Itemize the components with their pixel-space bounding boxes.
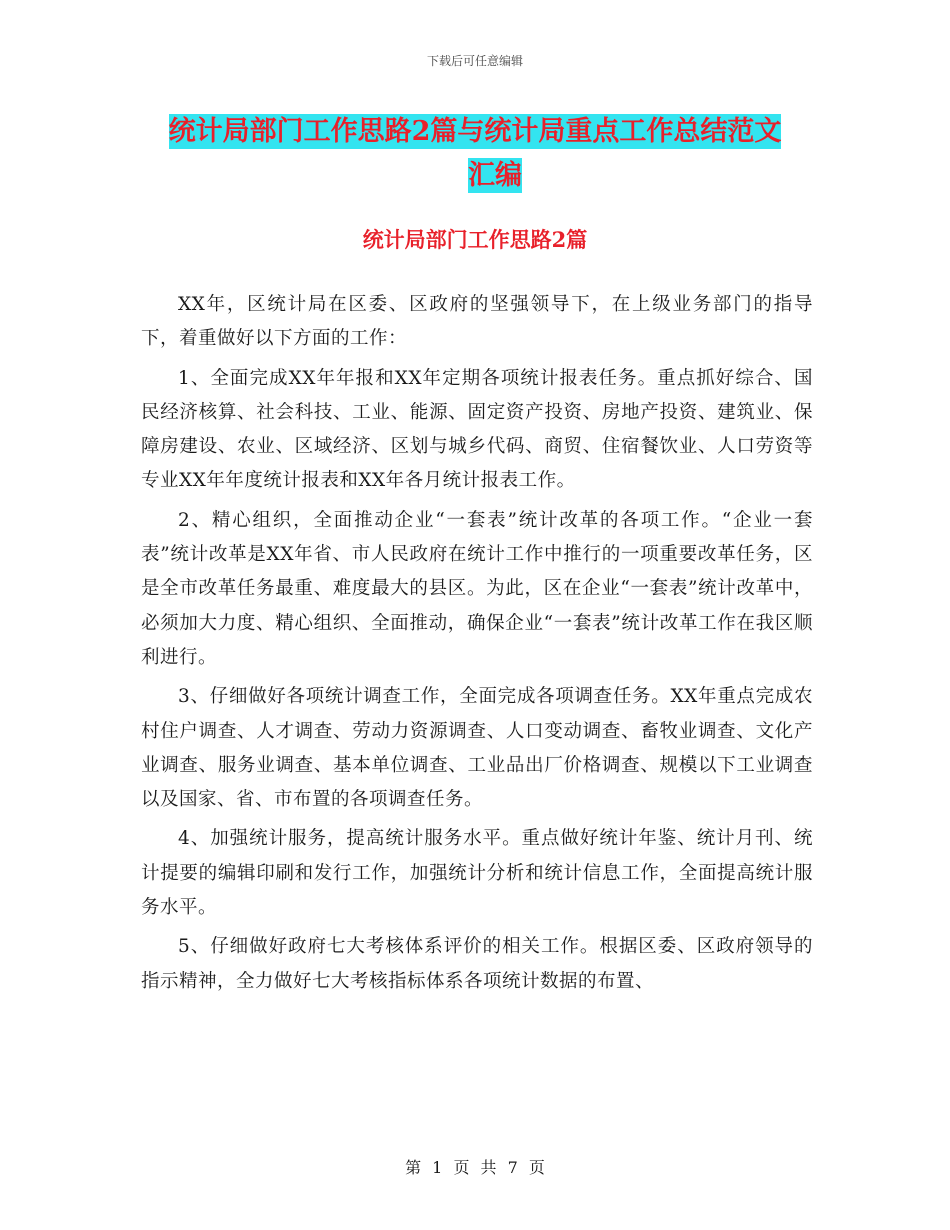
document-title-line-2: 汇编	[468, 160, 522, 191]
paragraph: 4、加强统计服务，提高统计服务水平。重点做好统计年鉴、统计月刊、统计提要的编辑印刷和发行工作，加强统计分析和统计信息工作，全面提高统计服务水平。	[141, 828, 813, 919]
section-heading: 统计局部门工作思路2篇	[362, 227, 588, 252]
document-title-line-1: 统计局部门工作思路2篇与统计局重点工作总结范文	[168, 116, 782, 147]
body-text	[141, 288, 813, 1004]
paragraph: XX年，区统计局在区委、区政府的坚强领导下，在上级业务部门的指导下，着重做好以下方面的工作：	[141, 294, 813, 350]
paragraph: 1、全面完成XX年年报和XX年定期各项统计报表任务。重点抓好综合、国民经济核算、社会科技、工业、能源、固定资产投资、房地产投资、建筑业、保障房建设、农业、区域经济、区划与城乡代码、商贸、住宿餐饮业、人口劳资等专业XX年年度统计报表和XX年各月统计报表工作。	[141, 367, 813, 492]
paragraph: 2、精心组织，全面推动企业“一套表”统计改革的各项工作。“企业一套表”统计改革是XX年省、市人民政府在统计工作中推行的一项重要改革任务，区是全市改革任务最重、难度最大的县区。为此，区在企业“一套表”统计改革中，必须加大力度、精心组织、全面推动，确保企业“一套表”统计改革工作在我区顺利进行。	[141, 509, 813, 668]
paragraph: 5、仔细做好政府七大考核体系评价的相关工作。根据区委、区政府领导的指示精神，全力做好七大考核指标体系各项统计数据的布置、	[141, 936, 813, 992]
page-number: 第 1 页 共 7 页	[405, 1158, 545, 1177]
header-note: 下载后可任意编辑	[426, 54, 523, 68]
paragraph: 3、仔细做好各项统计调查工作，全面完成各项调查任务。XX年重点完成农村住户调查、人才调查、劳动力资源调查、人口变动调查、畜牧业调查、文化产业调查、服务业调查、基本单位调查、工业品出厂价格调查、规模以下工业调查以及国家、省、市布置的各项调查任务。	[141, 686, 813, 811]
document-title	[0, 110, 950, 198]
